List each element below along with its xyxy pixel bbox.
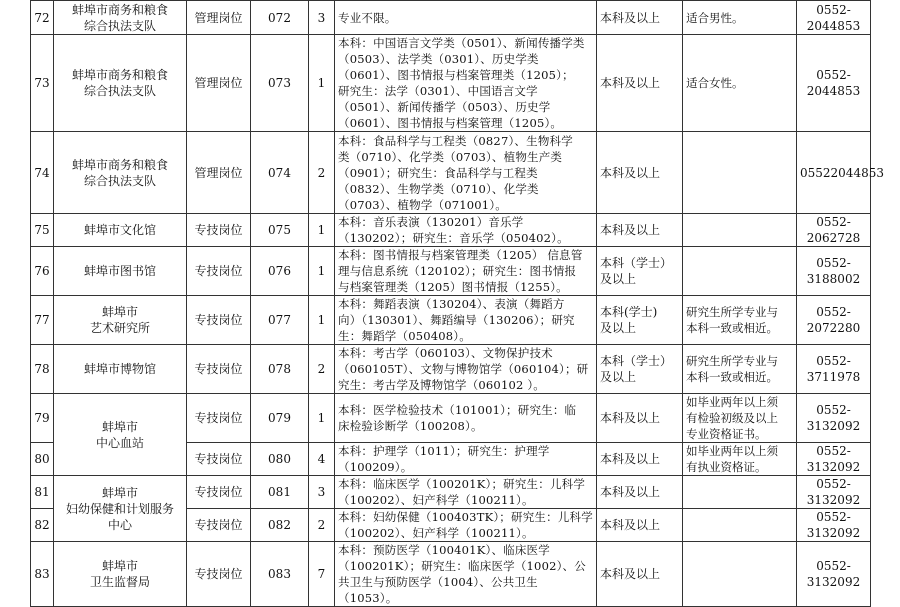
major-requirement-line: 本科：妇幼保健（100403TK）；研究生：儿科学 xyxy=(338,510,593,524)
education-requirement-line: 本科及以上 xyxy=(600,10,661,25)
major-requirement-line: 向）（130301）、舞蹈编导（130206）；研究 xyxy=(338,313,575,327)
employer-unit-line: 卫生监督局 xyxy=(89,575,150,589)
position-type: 专技岗位 xyxy=(187,394,251,443)
major-requirement-line: 本科：食品科学与工程类（0827）、生物科学 xyxy=(338,133,573,148)
major-requirement-line: （100202）、妇产科学（100211）。 xyxy=(338,493,534,507)
education-requirement xyxy=(597,394,683,443)
employer-unit-line: 艺术研究所 xyxy=(89,321,150,335)
position-type: 管理岗位 xyxy=(187,132,251,214)
table-row xyxy=(31,542,871,607)
row-number: 79 xyxy=(31,394,54,443)
table-row xyxy=(31,394,871,443)
major-requirement-line: （0601）、图书情报与档案管理类（1205）； xyxy=(338,68,574,82)
table-row xyxy=(31,1,871,35)
position-type: 管理岗位 xyxy=(187,35,251,132)
major-requirement-line: 本科：音乐表演（130201）音乐学 xyxy=(338,215,524,229)
major-requirement-line: 本科：医学检验技术（101001）；研究生：临 xyxy=(338,403,577,417)
other-conditions xyxy=(683,542,797,607)
major-requirement-line: （0503）、法学类（0301）、历史学类 xyxy=(338,52,539,66)
employer-unit-line: 中心 xyxy=(107,517,132,532)
employer-unit-line: 综合执法支队 xyxy=(83,173,156,188)
table-row xyxy=(31,247,871,296)
hire-count: 2 xyxy=(309,132,335,214)
employer-unit xyxy=(54,1,187,35)
employer-unit xyxy=(54,394,187,476)
employer-unit xyxy=(54,35,187,132)
education-requirement-line: 本科（学士） xyxy=(600,256,673,270)
position-type: 专技岗位 xyxy=(187,345,251,394)
major-requirement-line: （100202）、妇产科学（100211）。 xyxy=(338,526,534,540)
contact-phone: 0552-3188002 xyxy=(797,247,871,296)
position-code: 074 xyxy=(251,132,309,214)
table-row xyxy=(31,296,871,345)
education-requirement xyxy=(597,345,683,394)
major-requirement-line: 专业不限。 xyxy=(338,10,397,25)
table-row xyxy=(31,35,871,132)
row-number: 78 xyxy=(31,345,54,394)
major-requirement-line: （060105T）、文物与博物馆学（060104）；研 xyxy=(338,362,589,376)
education-requirement-line: 本科及以上 xyxy=(600,223,661,237)
position-code: 073 xyxy=(251,35,309,132)
major-requirement-line: 类（0710）、化学类（0703）、植物生产类 xyxy=(338,149,563,164)
major-requirement-line: 究生：考古学及博物馆学（060102 ）。 xyxy=(338,378,546,392)
major-requirement-line: （0703）、植物学（071001）。 xyxy=(338,197,507,212)
table-row xyxy=(31,476,871,509)
major-requirement-line: 本科：图书情报与档案管理类（1205） 信息管 xyxy=(338,248,583,262)
other-conditions xyxy=(683,214,797,247)
employer-unit-line: 中心血站 xyxy=(95,435,144,450)
major-requirement-line: 共卫生与预防医学（1004）、公共卫生 xyxy=(338,575,538,589)
education-requirement xyxy=(597,509,683,542)
contact-phone: 0552-2044853 xyxy=(797,1,871,35)
employer-unit xyxy=(54,345,187,394)
major-requirement-line: 本科：考古学（060103）、文物保护技术 xyxy=(338,346,553,360)
education-requirement-line: 及以上 xyxy=(600,321,637,335)
hire-count: 3 xyxy=(309,476,335,509)
major-requirement-line: （0901）；研究生：食品科学与工程类 xyxy=(338,165,538,180)
hire-count: 3 xyxy=(309,1,335,35)
hire-count: 7 xyxy=(309,542,335,607)
row-number: 75 xyxy=(31,214,54,247)
major-requirement xyxy=(335,443,597,476)
position-code: 079 xyxy=(251,394,309,443)
employer-unit-line: 蚌埠市商务和粮食 xyxy=(71,68,168,82)
major-requirement-line: （0501）、新闻传播学（0503）、历史学 xyxy=(338,100,551,114)
major-requirement-line: （130202）；研究生：音乐学（050402）。 xyxy=(338,231,569,245)
row-number: 80 xyxy=(31,443,54,476)
row-number: 76 xyxy=(31,247,54,296)
major-requirement-line: （0601）、图书情报与档案管理（1205）。 xyxy=(338,116,563,130)
education-requirement-line: 本科及以上 xyxy=(600,165,661,180)
position-type: 专技岗位 xyxy=(187,476,251,509)
other-conditions-line: 有执业资格证。 xyxy=(686,460,767,474)
position-type: 专技岗位 xyxy=(187,247,251,296)
other-conditions xyxy=(683,509,797,542)
employer-unit-line: 蚌埠市商务和粮食 xyxy=(71,2,168,17)
contact-phone: 0552-3711978 xyxy=(797,345,871,394)
education-requirement-line: 本科及以上 xyxy=(600,567,661,581)
hire-count: 2 xyxy=(309,509,335,542)
education-requirement-line: 本科及以上 xyxy=(600,452,661,466)
major-requirement-line: 研究生：法学（0301）、中国语言文学 xyxy=(338,84,538,98)
other-conditions-line: 本科一致或相近。 xyxy=(686,370,778,384)
row-number: 83 xyxy=(31,542,54,607)
other-conditions xyxy=(683,247,797,296)
table-row xyxy=(31,132,871,214)
table-body xyxy=(31,1,884,607)
contact-phone: 0552-3132092 xyxy=(797,476,871,509)
hire-count: 2 xyxy=(309,345,335,394)
contact-phone: 0552-2072280 xyxy=(797,296,871,345)
major-requirement xyxy=(335,345,597,394)
education-requirement xyxy=(597,214,683,247)
education-requirement xyxy=(597,296,683,345)
major-requirement xyxy=(335,1,597,35)
position-code: 075 xyxy=(251,214,309,247)
major-requirement xyxy=(335,542,597,607)
row-number: 72 xyxy=(31,1,54,35)
row-number: 73 xyxy=(31,35,54,132)
employer-unit-line: 蚌埠市商务和粮食 xyxy=(71,157,168,172)
employer-unit-line: 蚌埠市博物馆 xyxy=(83,362,156,376)
table-row xyxy=(31,214,871,247)
other-conditions xyxy=(683,476,797,509)
hire-count: 1 xyxy=(309,35,335,132)
other-conditions-line: 适合男性。 xyxy=(686,10,744,25)
employer-unit-line: 蚌埠市 xyxy=(101,559,138,573)
major-requirement-line: 生：舞蹈学（050408）。 xyxy=(338,329,471,343)
education-requirement-line: 本科及以上 xyxy=(600,485,661,499)
education-requirement xyxy=(597,542,683,607)
other-conditions-line: 如毕业两年以上须 xyxy=(686,444,778,458)
position-code: 077 xyxy=(251,296,309,345)
education-requirement xyxy=(597,132,683,214)
hire-count: 1 xyxy=(309,296,335,345)
major-requirement-line: 与档案管理类（1205）图书情报（1255）。 xyxy=(338,280,568,294)
education-requirement xyxy=(597,247,683,296)
other-conditions xyxy=(683,132,797,214)
other-conditions xyxy=(683,394,797,443)
hire-count: 1 xyxy=(309,247,335,296)
employer-unit-line: 综合执法支队 xyxy=(83,18,156,33)
major-requirement xyxy=(335,214,597,247)
position-type: 专技岗位 xyxy=(187,542,251,607)
position-code: 076 xyxy=(251,247,309,296)
position-code: 078 xyxy=(251,345,309,394)
education-requirement-line: 本科及以上 xyxy=(600,411,661,425)
employer-unit-line: 蚌埠市文化馆 xyxy=(83,223,156,237)
recruitment-table xyxy=(30,0,884,607)
position-code: 072 xyxy=(251,1,309,35)
other-conditions xyxy=(683,345,797,394)
employer-unit xyxy=(54,214,187,247)
other-conditions xyxy=(683,35,797,132)
hire-count: 1 xyxy=(309,394,335,443)
position-type: 专技岗位 xyxy=(187,509,251,542)
major-requirement-line: 理与信息系统（120102）；研究生：图书情报 xyxy=(338,264,577,278)
contact-phone: 0552-3132092 xyxy=(797,394,871,443)
major-requirement xyxy=(335,247,597,296)
major-requirement xyxy=(335,132,597,214)
position-type: 专技岗位 xyxy=(187,214,251,247)
education-requirement-line: 本科(学士) xyxy=(600,305,658,319)
major-requirement-line: （100209）。 xyxy=(338,460,413,474)
position-type: 专技岗位 xyxy=(187,443,251,476)
contact-phone: 0552-3132092 xyxy=(797,542,871,607)
education-requirement-line: 及以上 xyxy=(600,370,637,384)
table-row xyxy=(31,345,871,394)
position-code: 080 xyxy=(251,443,309,476)
education-requirement-line: 本科及以上 xyxy=(600,76,661,90)
major-requirement xyxy=(335,394,597,443)
employer-unit xyxy=(54,247,187,296)
major-requirement xyxy=(335,476,597,509)
other-conditions-line: 研究生所学专业与 xyxy=(686,305,778,319)
education-requirement xyxy=(597,1,683,35)
employer-unit xyxy=(54,542,187,607)
hire-count: 4 xyxy=(309,443,335,476)
other-conditions xyxy=(683,443,797,476)
other-conditions-line: 有检验初级及以上 xyxy=(686,411,778,425)
employer-unit-line: 蚌埠市 xyxy=(101,485,138,500)
employer-unit xyxy=(54,132,187,214)
other-conditions-line: 本科一致或相近。 xyxy=(686,321,778,335)
education-requirement-line: 本科及以上 xyxy=(600,518,661,532)
major-requirement-line: 本科：预防医学（100401K）、临床医学 xyxy=(338,543,550,557)
row-number: 74 xyxy=(31,132,54,214)
row-number: 82 xyxy=(31,509,54,542)
position-code: 082 xyxy=(251,509,309,542)
other-conditions-line: 如毕业两年以上须 xyxy=(686,395,778,409)
position-type: 专技岗位 xyxy=(187,296,251,345)
employer-unit-line: 蚌埠市 xyxy=(101,305,138,319)
employer-unit xyxy=(54,476,187,542)
hire-count: 1 xyxy=(309,214,335,247)
education-requirement xyxy=(597,476,683,509)
other-conditions-line: 适合女性。 xyxy=(686,76,744,90)
position-type: 管理岗位 xyxy=(187,1,251,35)
contact-phone: 0552-2044853 xyxy=(797,35,871,132)
major-requirement xyxy=(335,35,597,132)
major-requirement-line: 床检验诊断学（100208）。 xyxy=(338,419,483,433)
major-requirement xyxy=(335,509,597,542)
position-code: 081 xyxy=(251,476,309,509)
education-requirement xyxy=(597,443,683,476)
major-requirement-line: 本科：中国语言文学类（0501）、新闻传播学类 xyxy=(338,36,585,50)
other-conditions-line: 研究生所学专业与 xyxy=(686,354,778,368)
row-number: 81 xyxy=(31,476,54,509)
employer-unit-line: 蚌埠市 xyxy=(101,419,138,434)
other-conditions xyxy=(683,1,797,35)
major-requirement-line: （1053）。 xyxy=(338,591,398,605)
education-requirement xyxy=(597,35,683,132)
employer-unit-line: 综合执法支队 xyxy=(83,84,156,98)
employer-unit-line: 妇幼保健和计划服务 xyxy=(65,501,174,516)
major-requirement-line: 本科：临床医学（100201K）；研究生：儿科学 xyxy=(338,477,586,491)
other-conditions xyxy=(683,296,797,345)
row-number: 77 xyxy=(31,296,54,345)
major-requirement xyxy=(335,296,597,345)
other-conditions-line: 专业资格证书。 xyxy=(686,427,767,441)
education-requirement-line: 及以上 xyxy=(600,272,637,286)
employer-unit-line: 蚌埠市图书馆 xyxy=(83,264,156,278)
contact-phone: 05522044853 xyxy=(797,132,871,214)
contact-phone: 0552-3132092 xyxy=(797,443,871,476)
education-requirement-line: 本科（学士） xyxy=(600,354,673,368)
contact-phone: 0552-3132092 xyxy=(797,509,871,542)
major-requirement-line: （100201K）；研究生：临床医学（1002）、公 xyxy=(338,559,586,573)
major-requirement-line: 本科：护理学（1011）；研究生：护理学 xyxy=(338,444,550,458)
major-requirement-line: （0832）、生物学类（0710）、化学类 xyxy=(338,181,539,196)
contact-phone: 0552-2062728 xyxy=(797,214,871,247)
major-requirement-line: 本科：舞蹈表演（130204）、表演（舞蹈方 xyxy=(338,297,565,311)
position-code: 083 xyxy=(251,542,309,607)
employer-unit xyxy=(54,296,187,345)
